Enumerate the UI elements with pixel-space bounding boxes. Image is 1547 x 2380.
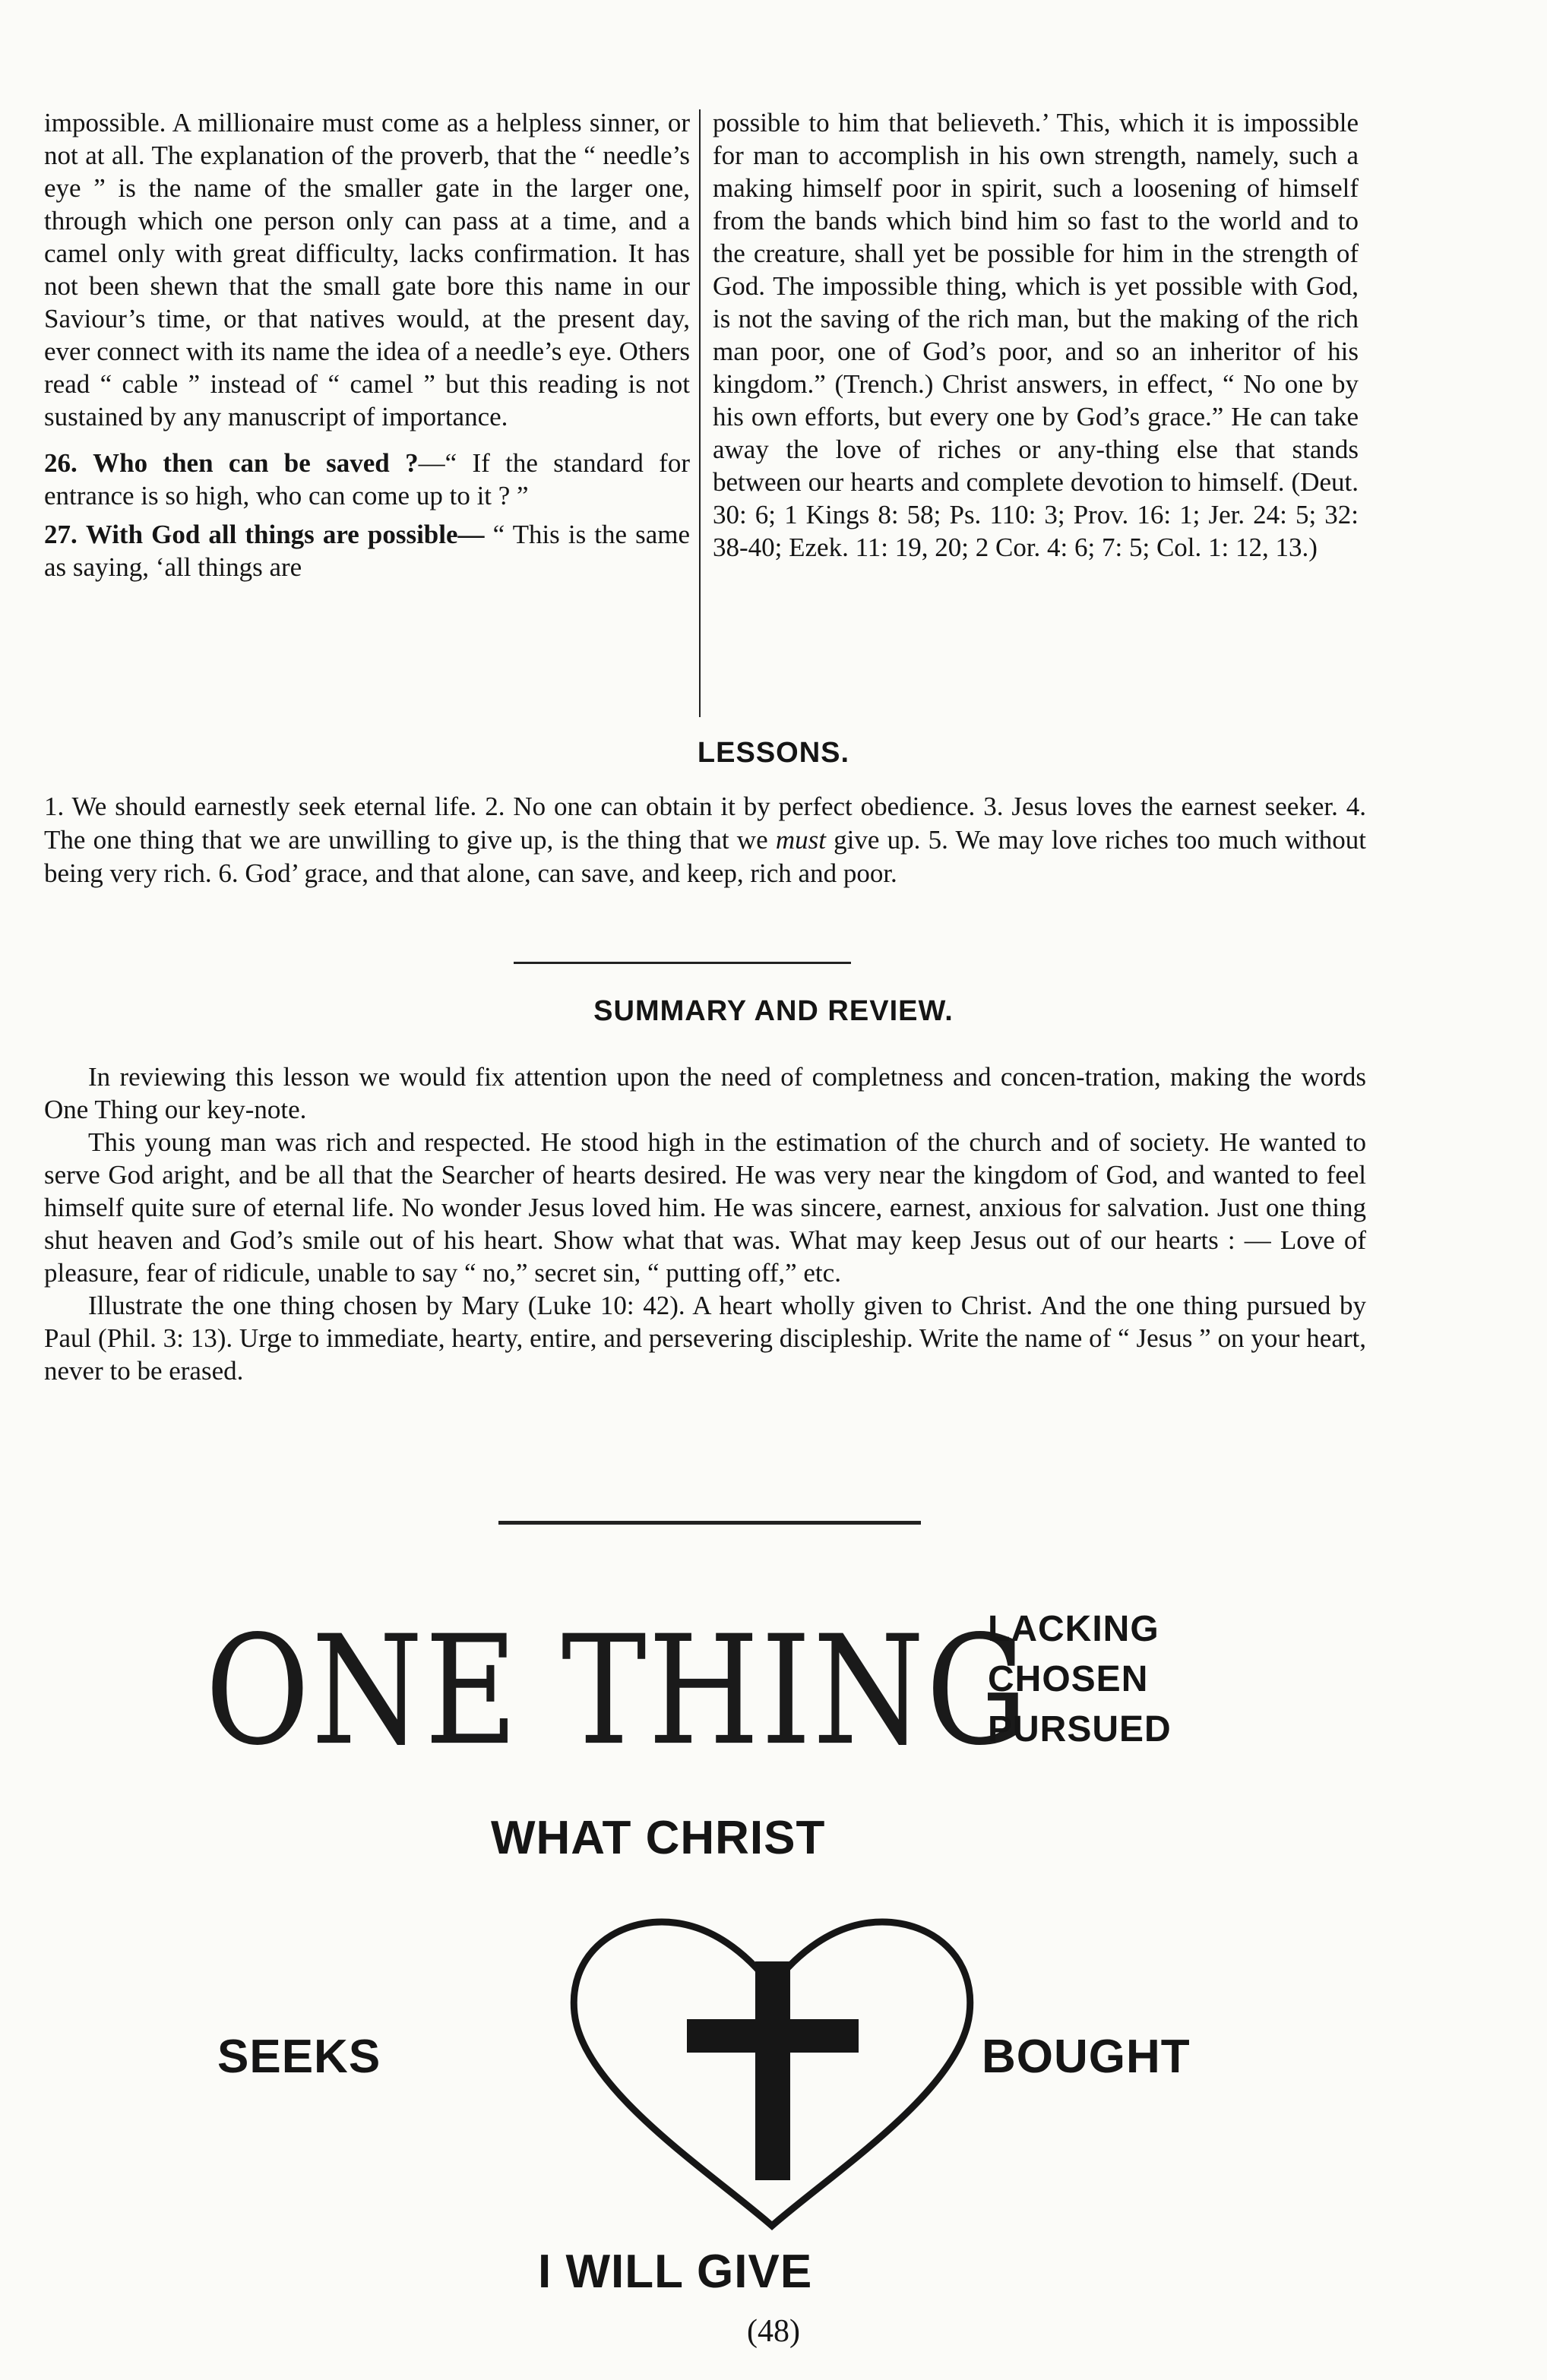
verse-text: —“ If the standard for entrance is so high, who can come up to it ? ”	[44, 448, 690, 510]
section-divider	[514, 962, 851, 964]
diagram-side-words	[988, 1604, 1172, 1755]
commentary-left-column	[44, 106, 690, 583]
commentary-paragraph: impossible. A millionaire must come as a helpless sinner, or not at all. The explanation of the proverb, that the “ needle’s eye ” is the name of the smaller gate in the larger one, through which one person only can pass at a time, and a camel only with great difficulty, lacks confirmation. It has not been shewn that the small gate bore this name in our Saviour’s time, or that natives would, at the present day, ever connect with its name the idea of a needle’s eye. Others read “ cable ” instead of “ camel ” but this reading is not sustained by any manuscript of importance.	[44, 108, 690, 431]
key-phrase: one thing	[233, 1291, 335, 1320]
commentary-paragraph: possible to him that believeth.’ This, which it is impossible for man to accomplish in his own strength, namely, such a making himself poor in spirit, such a loosening of himself from the bands which bind him so fast to the world and to the creature, shall yet be possible for him in the strength of God. The impossible thing, which is yet possible with God, is not the saving of the rich man, but the making of the rich man poor, one of God’s poor, and so an inheritor of his kingdom.” (Trench.) Christ answers, in effect, “ No one by his own efforts, but every one by God’s grace.” He can take away the love of riches or any-thing else that stands between our hearts and complete devotion to himself. (Deut. 30: 6; 1 Kings 8: 58; Ps. 110: 3; Prov. 16: 1; Jer. 24: 5; 32: 38-40; Ezek. 11: 19, 20; 2 Cor. 4: 6; 7: 5; Col. 1: 12, 13.)	[713, 108, 1359, 562]
lessons-emphasis: must	[775, 825, 826, 855]
page-number: (48)	[747, 2314, 800, 2349]
verse-heading: With God all things are possible—	[85, 520, 485, 549]
commentary-columns	[44, 106, 1366, 729]
verse-number: 26.	[44, 448, 78, 478]
summary-text	[44, 1060, 1366, 1387]
diagram-title: ONE THING	[205, 1603, 1030, 1779]
lessons-heading: LESSONS.	[697, 737, 850, 769]
summary-text-part: This young man was rich and respected. He stood high in the estimation of the church and of society. He wanted to serve God aright, and be all that the Searcher of hearts desired. He was very near the kingdom of God, and wanted to feel himself quite sure of eternal life. No wonder Jesus loved him. He was sincere, earnest, anxious for salvation. Just	[44, 1127, 1366, 1222]
commentary-right-column	[713, 106, 1359, 564]
lessons-text-part: 1. We should earnestly seek eternal life. 2. No one can obtain it by perfect obedience. 3. Jesus loves the earnest seeker. 4. The one thing that we are unwilling to give up, is the thing that we	[44, 792, 1366, 855]
diagram-label-seeks: SEEKS	[217, 2031, 381, 2083]
summary-text-part: chosen by Mary (Luke 10: 42). A heart wholly given to Christ. And the	[334, 1291, 1136, 1320]
summary-text-part: our key-note.	[158, 1095, 307, 1124]
summary-heading: SUMMARY AND REVIEW.	[593, 995, 954, 1027]
key-phrase: one thing pursued	[1135, 1291, 1331, 1320]
heart-cross-icon	[559, 1914, 985, 2233]
side-word: PURSUED	[988, 1709, 1172, 1749]
verse-heading: Who then can be saved ?	[93, 448, 419, 478]
column-divider	[699, 109, 701, 717]
lessons-text-part: give up. 5. We may love riches too much without being very rich. 6. God’ grace, and that alone, can save, and keep, rich and poor.	[44, 825, 1366, 888]
verse-26-note	[44, 447, 690, 512]
key-phrase: one thing	[1265, 1193, 1367, 1222]
lessons-text	[44, 790, 1366, 890]
summary-text-part: In reviewing this lesson we would fix attention upon the need of completness and concen-tration, making the words	[88, 1062, 1366, 1092]
verse-27-note	[44, 518, 690, 583]
lessons-paragraph	[44, 790, 1366, 890]
section-divider	[498, 1521, 921, 1525]
key-phrase: One Thing	[44, 1095, 159, 1124]
summary-text-part: by Paul (Phil. 3: 13). Urge to immediate, hearty, entire, and persevering discipleship. Write the name of “ Jesus ” on your heart, never to be erased.	[44, 1291, 1367, 1386]
summary-text-part: Illustrate the	[88, 1291, 233, 1320]
verse-text: “ This is the same as saying, ‘all things are	[44, 520, 691, 582]
summary-text-part: shut heaven and God’s smile out of his heart. Show what that was. What may keep Jesus out of our hearts : — Love of pleasure, fear of ridicule, unable to say “ no,” secret sin, “ putting off,” etc.	[44, 1225, 1366, 1288]
diagram-label-what-christ: WHAT CHRIST	[491, 1812, 826, 1864]
diagram-label-bought: BOUGHT	[982, 2031, 1191, 2083]
summary-paragraph	[44, 1289, 1366, 1387]
cross-vertical	[755, 1961, 790, 2180]
side-word: LACKING	[988, 1609, 1159, 1649]
diagram-label-i-will-give: I WILL GIVE	[538, 2246, 813, 2298]
cross-horizontal	[687, 2019, 859, 2053]
side-word: CHOSEN	[988, 1659, 1149, 1699]
verse-number: 27.	[44, 520, 78, 549]
summary-paragraph	[44, 1126, 1366, 1289]
summary-paragraph	[44, 1060, 1366, 1126]
